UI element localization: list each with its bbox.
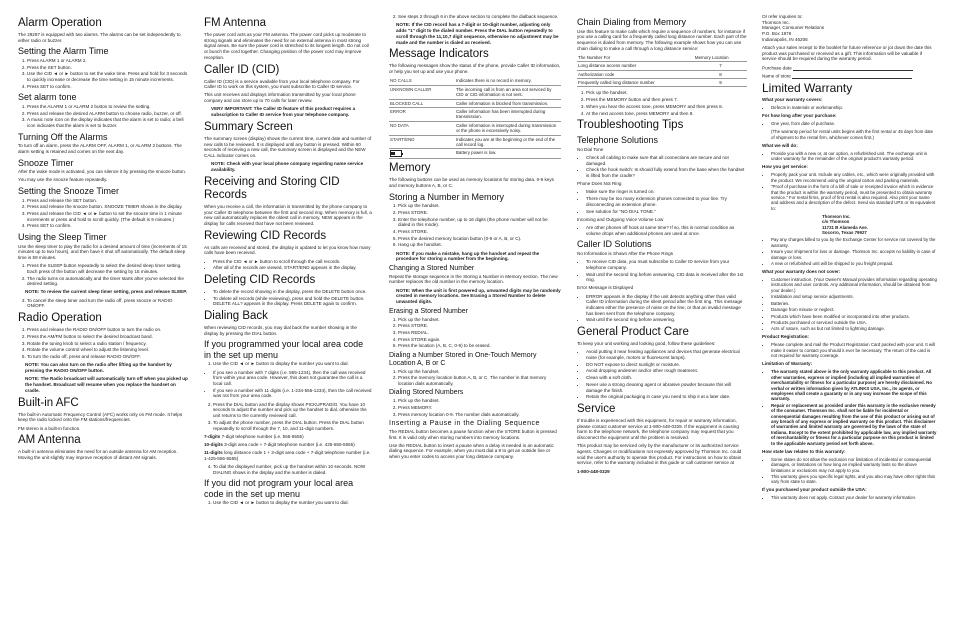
caller-id-text: This unit receives and displays information transmitted by your local phone company and can store up to 70 calls for later review. xyxy=(204,92,356,104)
address-line: Thomson Inc. xyxy=(762,19,790,25)
table-header xyxy=(577,54,747,62)
list-item: • Repair or replacement as provided under this warranty is the exclusive remedy of the consumer. Thomson Inc. shall not be liable for incidental or consequential damages resulting from the use of this product or arising out of any breach of any express or implied warranty on this product. This disclaimer of warranties and limited warranty are governed by the laws of the state of Indiana. Except to the extent prohibited by applicable law, any implied warranty of merchantability or fitness for a particular purpose on this product is limited to the applicable warranty period set forth above. xyxy=(771,403,937,446)
message-desc: Caller information is interrupted during transmission or the phone is excessively noisy. xyxy=(455,121,561,135)
column-3 xyxy=(389,14,561,462)
programmed-steps-final xyxy=(204,464,372,475)
list-item: 2. The radio turns on automatically and the timer starts after you've selected the desired setting. xyxy=(27,276,188,287)
programmed-heading: If you programmed your local area code in the set up menu xyxy=(204,339,364,360)
battery-icon xyxy=(390,150,402,157)
list-item: • Please complete and mail the Product Registration Card packed with your unit. It will make it easier to contact you should it ever be necessary. The return of the card is not required for warranty coverage. xyxy=(771,342,937,358)
volume-bullets xyxy=(577,225,747,236)
inserting-pause-text: Use the REDIAL button to insert a pause when a delay is needed in an automatic dialing sequence. For example, when you must dial a 9 to get an outside line or when you enter codes to access your long distance company. xyxy=(389,442,554,460)
list-item: 2. Press STORE. xyxy=(398,323,561,329)
list-item: 2. Press the SET button. xyxy=(27,65,188,71)
list-item: 3. Use the CID ◄ or ► button to set the wake time. Press and hold for 3 seconds to quickly increase or decrease the time setting in 15 minute increments. xyxy=(27,71,188,82)
no-info-bullets xyxy=(577,259,747,283)
general-care-heading: General Product Care xyxy=(577,326,689,339)
fm-antenna-text: The power cord acts as your FM antenna. The power cord picks up moderate to strong signals and eliminates the need for an external antenna in most strong signal areas. Be sure the power cord is stretched to its longest length. Do not coil or bunch the cord together. Changing position of the power cord may improve reception. xyxy=(204,32,369,60)
list-item: • Avoid putting it near heating appliances and devices that generate electrical noise (for example, motors or fluorescent lamps). xyxy=(586,349,747,360)
list-item: 4. Press SET to confirm. xyxy=(27,223,188,229)
list-item: 3. Press and release the CID ◄ or ► button to set the snooze time in 1 minute increments or press and hold to scroll quickly. (The default is 9 minutes.) xyxy=(27,211,188,222)
message-desc: Caller information has been interrupted during transmission. xyxy=(455,107,561,121)
snooze-timer-text: After the wake mode is activated, you can silence it by pressing the snooze button. xyxy=(18,169,187,175)
ship-to-line: Thomson Inc. xyxy=(822,213,851,219)
list-item: 4. Press SET to confirm. xyxy=(27,84,188,90)
chain-steps xyxy=(577,90,747,116)
subsection-label: Error Message is Displayed xyxy=(577,285,634,291)
table-cell: Frequently called long distance number xyxy=(577,79,694,87)
turning-off-text: To turn off an alarm, press the ALARM OFF, ALARM 1, or ALARM 2 buttons. The alarm setting is retained and comes on the next day. xyxy=(18,143,182,154)
service-text: If trouble is experienced with this equipment, for repair or warranty information, please contact customer service at 1-800-448-0329. If the equipment is causing harm to the telephone network, the telephone company may request that you disconnect the equipment until the problem is resolved. xyxy=(577,417,739,441)
caller-id-heading: Caller ID (CID) xyxy=(204,63,280,76)
list-item: 4. Rotate the volume control wheel to adjust the listening level. xyxy=(27,347,188,353)
message-name: BLOCKED CALL xyxy=(389,99,455,107)
digit-format-desc: 3-digit area code + 7-digit telephone number (i.e. 425-555-5555) xyxy=(224,441,355,447)
set-alarm-tone-steps xyxy=(18,104,188,129)
subsection-label: Incoming and Outgoing Voice Volume Low xyxy=(577,216,664,222)
list-item: • Damage from misuse or neglect. xyxy=(771,307,937,312)
warranty-label: How state law relates to this warranty: xyxy=(762,448,846,454)
list-item: 1. Pick up the handset. xyxy=(398,398,561,404)
list-item: 2. Press the AM/FM button to select the desired broadcast band. xyxy=(27,334,188,340)
table-row xyxy=(577,79,747,87)
column-4 xyxy=(577,14,747,477)
dialing-one-touch-steps xyxy=(389,369,561,387)
list-item: • Check the hook switch: Is should fully extend from the base when the handset is lifted from the cradle? xyxy=(586,167,747,178)
message-desc: The incoming call is from an area not serviced by CID or CID information is not sent. xyxy=(455,85,561,99)
am-antenna-heading: AM Antenna xyxy=(18,434,81,447)
list-item: • Wait until the second ring before answering. CID data is received after the 1st ring. xyxy=(586,272,747,283)
built-in-afc-heading: Built-in AFC xyxy=(18,396,79,409)
deleting-cid-bullets xyxy=(204,289,372,307)
message-indicators-text: The following messages show the status of the phone, provide Caller ID information, or help you set up and use your phone. xyxy=(389,63,561,75)
list-item: 1. Pick up the handset. xyxy=(398,369,561,375)
sleep-timer-steps xyxy=(18,263,188,287)
subsection-label: Phone Does Not Ring xyxy=(577,181,622,187)
not-programmed-heading: If you did not program your local area code in the set up menu xyxy=(204,478,354,499)
setting-alarm-time-heading: Setting the Alarm Time xyxy=(18,46,109,57)
changing-stored-heading: Changing a Stored Number xyxy=(389,264,475,272)
programmed-steps-cont xyxy=(204,402,372,432)
digit-format-label: 7-digits xyxy=(204,433,221,439)
summary-screen-heading: Summary Screen xyxy=(204,120,293,133)
changing-stored-text: Repeat the storage sequence in the Storing a Number in Memory section. The new number replaces the old number in the memory location. xyxy=(389,273,558,285)
list-item: • To receive CID data, you must subscribe to Caller ID service from your telephone company. xyxy=(586,259,747,270)
list-item: • DO NOT expose to direct sunlight or moisture. xyxy=(586,362,747,368)
list-item: 2. Press STORE. xyxy=(398,210,561,216)
table-cell: 9 xyxy=(694,79,747,87)
warranty-label: If you purchased your product outside the USA: xyxy=(762,487,867,493)
digit-format xyxy=(204,434,372,440)
list-item: • Products purchased or serviced outside the USA. xyxy=(771,320,937,325)
dialback-note: NOTE: If the CID record has a 7-digit or 10-digit number, adjusting only adds "1" digit to the dialed number. Press the DIAL button repeatedly to scroll through the 11,10,7 digit sequence, otherwise no adjustment may be made and the number is dialed as received. xyxy=(396,22,559,45)
list-item: 2. Press the memory location button A, B, or C. The number in that memory location dials automatically. xyxy=(398,375,561,386)
warranty-bullets xyxy=(762,277,937,332)
purchase-date-line xyxy=(793,65,913,71)
message-desc: Indicates there is no record in memory. xyxy=(455,77,561,85)
list-item: • Products which have been modified or incorporated into other products. xyxy=(771,314,937,319)
memory-text: The following buttons can be used as memory locations for storing data. 0-9 keys and memory buttons A, B, or C. xyxy=(389,177,554,189)
list-item: 5. Press the desired memory location button (0-9 or A, B, or C). xyxy=(398,236,561,242)
list-item: 4. Press STORE again. xyxy=(398,337,561,343)
storing-number-steps xyxy=(389,203,561,248)
warranty-bullets xyxy=(762,151,937,162)
no-ring-bullets xyxy=(577,189,747,214)
chain-dialing-text: Use this feature to make calls which require a sequence of numbers, for instance if you use a calling card for a frequently called long distance number. Each part of the sequence is dialed from memory. The following example shows how you can use chain dialing to make a call through a long distance service: xyxy=(577,28,747,51)
list-item: 1. Press and release the SET button. xyxy=(27,198,188,204)
table-row xyxy=(389,107,561,121)
warranty-label: Limitation of Warranty: xyxy=(762,361,813,367)
warranty-bullets xyxy=(762,457,937,485)
list-item: • "Proof of purchase in the form of a bill of sale or receipted invoice which is evidence that the product is within the warranty period, must be presented to obtain warranty service." For rental firms, proof of first rental is also required. Also print your name and address and a description of the defect. Send via standard UPS or its equivalent to: xyxy=(771,184,937,211)
ship-to-line: 11721 B Alameda Ave. xyxy=(822,224,868,230)
list-item: 3. Press memory location 0-9. The number dials automatically. xyxy=(398,412,561,418)
list-item: • Never use a strong cleaning agent or abrasive powder because this will damage the finish. xyxy=(586,382,747,393)
reviewing-cid-bullets xyxy=(204,259,372,271)
list-item: 3. When you hear the access tone, press MEMORY and then press 8. xyxy=(586,104,747,110)
address-line: Manager, Consumer Relations xyxy=(762,25,825,31)
table-header-cell: Memory Location xyxy=(694,54,747,62)
deleting-cid-heading: Deleting CID Records xyxy=(204,273,316,286)
subsection-label: No Dial Tone xyxy=(577,146,604,152)
message-table xyxy=(389,77,561,159)
list-item: • There may be too many extension phones connected to your line. Try disconnecting an extension phone. xyxy=(586,196,747,207)
list-item: • Customer instruction. (Your Owner's Manual provides information regarding operating instructions and user controls. Any additional information, should be obtained from your dealer.) xyxy=(771,277,937,293)
list-item: 5. Press the location (A, B, C, 0-9) to be erased. xyxy=(398,343,561,349)
list-item: • See solution for "NO DIAL TONE." xyxy=(586,209,747,215)
list-item: • This warranty gives you specific legal rights, and you also may have other rights that vary from state to state. xyxy=(771,474,937,485)
warranty-bullets xyxy=(762,121,937,126)
reviewing-cid-text: As calls are received and stored, the display is updated to let you know how many calls have been received. xyxy=(204,244,371,256)
warranty-label: Product Registration: xyxy=(762,334,809,340)
erasing-heading: Erasing a Stored Number xyxy=(389,307,468,315)
limited-warranty-heading: Limited Warranty xyxy=(762,81,853,96)
service-phone: 1-800-448-0329 xyxy=(577,468,610,474)
dialing-stored-heading: Dialing Stored Numbers xyxy=(389,389,464,397)
service-heading: Service xyxy=(577,402,616,415)
list-item: • A new or refurbished unit will be shipped to you freight prepaid. xyxy=(771,261,937,266)
receiving-storing-text: When you receive a call, the information is transmitted by the phone company to your Caller ID telephone between the first and second ring. When memory is full, a new call automatically replaces the oldest call in memory. NEW appears in the display for calls received that have not been reviewed. xyxy=(204,203,372,226)
radio-note: NOTE: The Radio broadcast will automatically turn off when you picked up the handset. Broadcast will resume when you replace the handset on cradle. xyxy=(25,376,188,393)
attach-text: Attach your sales receipt to the booklet for future reference or jot down the date this product was purchased or received as a gift. This information will be valuable if service should be required during the warranty period. xyxy=(762,45,932,62)
general-care-bullets xyxy=(577,349,747,400)
list-item: 3. To cancel the sleep timer and turn the radio off, press snooze or RADIO ON/OFF. xyxy=(27,298,188,309)
table-row xyxy=(389,135,561,149)
list-item: 1. Press ALARM 1 or ALARM 2. xyxy=(27,58,188,64)
list-item: 1. Use the CID ◄ or ► button to display the number you want to dial. xyxy=(213,500,372,506)
built-in-afc-text: The built-in Automatic Frequency Control (AFC) works only on FM mode. It helps keep the radio locked onto the FM stations/frequencies. xyxy=(18,411,183,423)
table-row xyxy=(389,85,561,99)
purchase-date-label: Purchase date xyxy=(762,64,792,70)
list-item: 3. Press REDIAL. xyxy=(398,330,561,336)
table-cell: 8 xyxy=(694,70,747,78)
warranty-bullets xyxy=(762,342,937,358)
warranty-bullets xyxy=(762,105,937,110)
inserting-pause-text: The REDIAL button becomes a pause function when the STORE button is pressed first. It is valid only when storing numbers into memory locations. xyxy=(389,428,557,440)
sleep-timer-heading: Using the Sleep Timer xyxy=(18,232,107,243)
table-row xyxy=(577,70,747,78)
list-item: 1. Pick up the handset. xyxy=(398,317,561,323)
troubleshooting-heading: Troubleshooting Tips xyxy=(577,119,684,132)
warranty-bullets xyxy=(762,172,937,211)
chain-table xyxy=(577,54,747,88)
list-item: • Properly pack your unit. Include any cables, etc., which were originally provided with the product. We recommend using the original carton and packing materials. xyxy=(771,172,937,183)
column-2 xyxy=(204,14,372,509)
radio-steps xyxy=(18,327,188,360)
digit-format xyxy=(204,442,372,448)
name-of-store-field xyxy=(762,73,937,79)
warranty-label: What your warranty does not cover: xyxy=(762,268,841,274)
service-text: This product may be serviced only by the manufacturer or its authorized service agents. Changes or modifications not expressly approved by Thomson Inc. could void the user's authority to operate this product. For instructions on how to obtain service, refer to the warranty included in this guide or call customer service at xyxy=(577,443,742,466)
caller-id-solutions-heading: Caller ID Solutions xyxy=(577,239,652,250)
receiving-storing-heading: Receiving and Storing CID Records xyxy=(204,175,340,201)
list-item: • Some states do not allow the exclusion nor limitation of incidental or consequential damages, or limitations on how long an implied warranty lasts so the above limitations or exclusions may not apply to you. xyxy=(771,457,937,473)
summary-screen-text: The summary screen (display) shows the current time, current date and number of new calls to be reviewed. It is displayed until any button is pressed. Within 60 seconds of receiving a new call, the summary screen is displayed and the NEW CALL indicator comes on. xyxy=(204,135,372,159)
message-indicators-heading: Message Indicators xyxy=(389,48,489,61)
snooze-timer-heading: Snooze Timer xyxy=(18,157,74,168)
refer-text: Or refer inquiries to: xyxy=(762,14,803,19)
set-alarm-tone-heading: Set alarm tone xyxy=(18,92,77,103)
table-row xyxy=(389,149,561,159)
ship-to-line: Socorro, Texas 79927 xyxy=(822,229,867,235)
table-cell: Authorization code xyxy=(577,70,694,78)
list-item: 1. Press the ALARM 1 or ALARM 2 button to review the setting. xyxy=(27,104,188,110)
list-item: • Check all cabling to make sure that all connections are secure and not damaged. xyxy=(586,155,747,166)
caller-id-important: VERY IMPORTANT: The Caller ID feature of this product requires a subscription to Caller ID service from your telephone company. xyxy=(211,106,356,118)
telephone-solutions-heading: Telephone Solutions xyxy=(577,135,659,146)
reviewing-cid-heading: Reviewing CID Records xyxy=(204,229,327,242)
message-name: NO DATA xyxy=(389,121,455,135)
message-name: ERROR xyxy=(389,107,455,121)
setting-snooze-steps xyxy=(18,198,188,230)
list-item: 6. Hang up the handset. xyxy=(398,242,561,248)
programmed-steps xyxy=(204,361,372,367)
digit-format-label: 10-digits xyxy=(204,441,223,447)
list-item: 1. Press and release the RADIO ON/OFF button to turn the radio on. xyxy=(27,327,188,333)
list-item: 1. Press the SLEEP button repeatedly to select the desired sleep timer setting. Each press of the button will decrease the setting by 15 minutes. xyxy=(27,263,188,274)
name-of-store-label: Name of store xyxy=(762,73,791,79)
dialing-one-touch-heading: Dialing a Number Stored in One-Touch Memory Location A, B or C xyxy=(389,351,537,367)
message-name xyxy=(389,149,455,159)
subsection-label: No Information is Shown After the Phone Rings xyxy=(577,250,674,256)
error-bullets xyxy=(577,294,747,324)
setting-alarm-time-steps xyxy=(18,58,188,90)
list-item: • The warranty stated above is the only warranty applicable to this product. All other warranties, express or implied (including all implied warranties of merchantability or fitness for a particular purpose) are hereby disclaimed. No verbal or written information given by ATLINKS USA, Inc., its agents, or employees shall create a guaranty or in any way increase the scope of this warranty. xyxy=(771,369,937,401)
column-5 xyxy=(762,14,937,503)
list-item: 2. Press MEMORY. xyxy=(398,405,561,411)
sleep-timer-note: NOTE: To review the current sleep timer setting, press and release SLEEP. xyxy=(25,289,187,295)
memory-heading: Memory xyxy=(389,162,431,175)
list-item: • Insure your shipment for loss or damage. Thomson Inc. accepts no liability in case of damage or loss. xyxy=(771,249,937,260)
digit-format-desc: long distance code 1 + 3-digit area code + 7-digit telephone number (i.e. 1-425-555-5555) xyxy=(204,450,371,461)
dialing-back-text: When reviewing CID records, you may dial back the number showing in the display by pressing the DIAL button. xyxy=(204,325,357,336)
radio-note: NOTE: You can also turn on the radio after lifting up the handset by pressing the RADIO ON/OFF button. xyxy=(25,362,172,373)
list-item: 4. Press STORE. xyxy=(398,229,561,235)
list-item: 3. Enter the telephone number, up to 16 digits (the phone number will not be dialed in this mode). xyxy=(398,217,561,228)
list-item: • Batteries. xyxy=(771,301,937,306)
list-item: • Acts of nature, such as but not limited to lightning damage. xyxy=(771,326,937,331)
message-name: NO CALLS xyxy=(389,77,455,85)
list-item: • ERROR appears in the display if the unit detects anything other than valid Caller ID information during the silent period after the first ring. This message indicates either the presence of noise on the line, or that an invalid message has been sent from the telephone company. xyxy=(586,294,747,317)
list-item: • After all of the records are viewed, START/END appears in the display. xyxy=(213,265,372,271)
message-name: START/END xyxy=(389,135,455,149)
list-item: • Clean with a soft cloth. xyxy=(586,375,747,381)
dialing-stored-steps xyxy=(389,398,561,417)
message-desc: Battery power is low. xyxy=(455,149,561,159)
list-item: • Retain the original packaging in case you need to ship it at a later date. xyxy=(586,394,747,400)
alarm-operation-text: The 29297 is equipped with two alarms. The alarms can be set independently to either radio or buzzer. xyxy=(18,32,181,43)
programmed-bullets xyxy=(204,370,372,400)
list-item: 1. Use the CID ◄ or ► button to display the number you want to dial. xyxy=(213,361,372,367)
list-item: 2. Press and release the desired ALARM button to choose radio, buzzer, or off. xyxy=(27,111,188,117)
turning-off-heading: Turning Off the Alarms xyxy=(18,131,108,142)
changing-note: NOTE: When the unit is first powered up, unwanted digits may be randomly created in memory locations. See Erasing a Stored Number to delete unwanted digits. xyxy=(396,287,561,305)
warranty-label: For how long after your purchase: xyxy=(762,113,837,119)
list-item: • Avoid dropping andesner and/or other rough treatment. xyxy=(586,368,747,374)
list-item: 1. Pick up the handset. xyxy=(398,203,561,209)
table-row xyxy=(389,121,561,135)
not-programmed-steps xyxy=(204,500,372,506)
table-cell: Long distance access number xyxy=(577,62,694,70)
column-1 xyxy=(18,14,188,463)
list-item: 4. At the next access tone, press MEMORY and then 9. xyxy=(586,111,747,117)
warranty-label: How you get service: xyxy=(762,164,808,170)
table-row xyxy=(389,77,561,85)
radio-operation-heading: Radio Operation xyxy=(18,312,102,325)
list-item: • This warranty does not apply. Contact your dealer for warranty information. xyxy=(771,495,937,500)
am-antenna-text: A built-in antenna eliminates the need for an outside antenna for AM reception. Moving the unit slightly may improve reception of distant AM signals. xyxy=(18,449,178,460)
sleep-timer-steps-cont xyxy=(18,298,188,309)
list-item: • Pay any charges billed to you by the Exchange Center for service not covered by the warranty. xyxy=(771,237,937,248)
chain-dialing-heading: Chain Dialing from Memory xyxy=(577,17,687,27)
list-item: 3. To adjust the phone number, press the DIAL button. Press the DIAL button repeatedly to scroll through the 7, 10, and 11-digit numbers. xyxy=(213,420,372,431)
list-item: 3. Rotate the tuning knob to select a radio station / frequency. xyxy=(27,341,188,347)
list-item: • Make sure the ringer is turned on. xyxy=(586,189,747,195)
dialback-steps xyxy=(389,14,561,20)
list-item: • To delete the record showing in the display, press the DELETE button once. xyxy=(213,289,372,295)
list-item: • Installation and setup service adjustments. xyxy=(771,294,937,299)
table-row xyxy=(389,99,561,107)
inserting-pause-heading: Inserting a Pause in the Dialing Sequence xyxy=(389,419,540,427)
list-item: 3. A music note icon on the display indicates that the alarm is set to radio; a bell icon indicates that the alarm is set to buzzer. xyxy=(27,117,188,128)
snooze-timer-text: You may use the snooze feature repeatedly. xyxy=(18,177,108,183)
list-item: 4. To dial the displayed number, pick up the handset within 10 seconds. NOW DIALING shows in the display and the number is dialed. xyxy=(213,464,372,475)
message-desc: Indicates you are at the beginning or the end of the call record log. xyxy=(455,135,561,149)
warranty-note: (The warranty period for rental units begins with the first rental or 45 days from date of shipment to the rental firm, whichever comes first.) xyxy=(771,129,934,140)
digit-format-desc: 7-digit telephone number (i.e. 555-5555) xyxy=(221,433,304,439)
storing-number-heading: Storing a Number in Memory xyxy=(389,191,505,202)
warranty-label: What your warranty covers: xyxy=(762,97,823,103)
purchase-date-field xyxy=(762,65,937,71)
list-item: 2. Press and release the snooze button. SNOOZE TIMER shows in the display. xyxy=(27,204,188,210)
warranty-bullets xyxy=(762,369,937,446)
list-item: • Defects in materials or workmanship. xyxy=(771,105,937,110)
ship-to-line: c/o Thomson xyxy=(822,219,850,225)
digit-format xyxy=(204,450,372,461)
table-row xyxy=(577,62,747,70)
alarm-operation-heading: Alarm Operation xyxy=(18,17,102,29)
list-item: • To delete all records (while reviewing), press and hold the DELETE button. DELETE ALL? appears in the display. Press DELETE again to confirm. xyxy=(213,296,372,307)
fm-antenna-heading: FM Antenna xyxy=(204,17,267,29)
table-header-cell: The Number For xyxy=(577,54,694,62)
warranty-bullets xyxy=(762,237,937,266)
name-of-store-line xyxy=(792,73,912,79)
list-item: • Are other phones off hook at same time? If so, this is normal condition as volume drops when additional phones are used at once. xyxy=(586,225,747,236)
no-dial-tone-bullets xyxy=(577,155,747,179)
list-item: • One year, from date of purchase. xyxy=(771,121,937,126)
list-item: • Press the CID ◄ or ► button to scroll through the call records. xyxy=(213,259,372,265)
summary-screen-note: NOTE: Check with your local phone company regarding name service availability. xyxy=(211,161,364,173)
list-item: • Provide you with a new or, at our option, a refurbished unit. The exchange unit is under warranty for the remainder of the original product's warranty period. xyxy=(771,151,937,162)
built-in-afc-text: FM stereo is a built-in function. xyxy=(18,425,81,431)
list-item: 2. See steps 2 through 6 in the above section to complete the dialback sequence. xyxy=(398,14,561,20)
warranty-bullets xyxy=(762,495,937,500)
list-item: 2. Press the DIAL button and the display shows PICKUPRADIO. You have 10 seconds to adjust the number and pick up the handset to dial, otherwise the unit returns to the currently reviewed call. xyxy=(213,402,372,419)
list-item: • If you see a number with 11 digits (i.e. 1-234-555-1234), then the call received was not from your area code. xyxy=(213,388,372,399)
message-name: UNKNOWN CALLER xyxy=(389,85,455,99)
general-care-text: To keep your unit working and looking good, follow these guidelines: xyxy=(577,341,716,347)
list-item: • If you see a number with 7 digits (i.e. 555-1234), then the call was received from within your area code. However, this does not guarantee the call is a local call. xyxy=(213,370,372,387)
digit-format-label: 11-digits xyxy=(204,450,223,456)
storing-note: NOTE: If you make a mistake, hang up the handset and repeat the procedure for storing a number from the beginning. xyxy=(396,250,540,262)
list-item: • Wait until the second ring before answering. xyxy=(586,317,747,323)
table-cell: 7 xyxy=(694,62,747,70)
caller-id-text: Caller ID (CID) is a service available from your local telephone company. For Caller ID to work on this system, you must subscribe to Caller ID service. xyxy=(204,78,360,90)
list-item: 1. Pick up the handset. xyxy=(586,90,747,96)
address-line: P.O. Box 1976 xyxy=(762,31,792,37)
list-item: 5. To turn the radio off, press and release RADIO ON/OFF. xyxy=(27,354,188,360)
erasing-steps xyxy=(389,317,561,350)
address-line: Indianapolis, IN 46206 xyxy=(762,36,808,42)
warranty-label: What we will do: xyxy=(762,142,798,148)
message-desc: Caller information is blocked from transmission. xyxy=(455,99,561,107)
dialing-back-heading: Dialing Back xyxy=(204,310,268,323)
sleep-timer-text: Use the sleep timer to play the radio for a desired amount of time (increments of 15 minutes up to two hours), and then have it shut off automatically. The default sleep time is 59 minutes. xyxy=(18,243,187,260)
setting-snooze-heading: Setting the Snooze Timer xyxy=(18,186,120,197)
list-item: 2. Press the MEMORY button and then press 7. xyxy=(586,97,747,103)
